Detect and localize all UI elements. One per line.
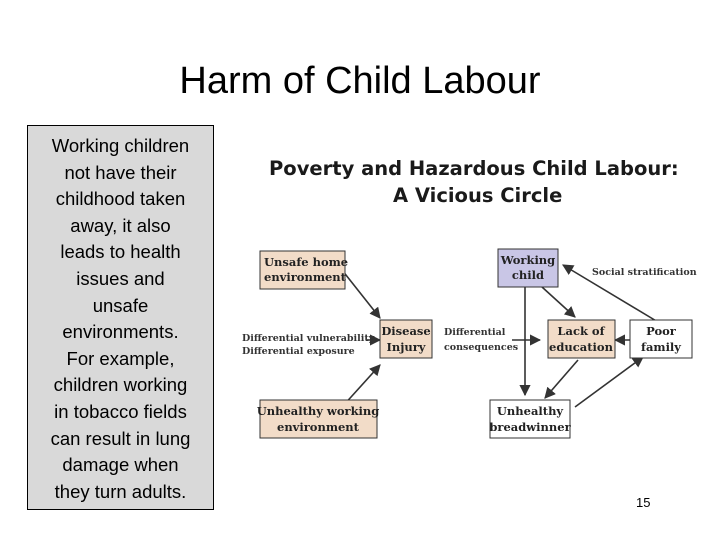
- body-line: children working: [53, 374, 188, 396]
- node-unsafe-home-line-2: environment: [264, 270, 346, 284]
- label-differential-vulnerability: Differential vulnerability: [242, 333, 375, 344]
- arrow-child-to-education: [542, 287, 575, 317]
- node-disease-injury-line-2: Injury: [386, 340, 426, 354]
- arrow-breadwinner-to-poor: [575, 357, 643, 407]
- diagram-title-line-2: A Vicious Circle: [393, 184, 563, 207]
- body-line: damage when: [62, 454, 179, 476]
- arrow-education-to-breadwinner: [545, 360, 578, 398]
- body-line: away, it also: [70, 214, 171, 236]
- vicious-circle-diagram: [230, 145, 700, 450]
- node-poor-family-line-2: family: [641, 340, 681, 354]
- body-line: unsafe: [92, 294, 149, 316]
- page-number: 15: [636, 495, 651, 510]
- arrow-home-to-disease: [342, 270, 380, 318]
- node-lack-education-line-2: education: [549, 340, 613, 354]
- body-line: issues and: [76, 267, 165, 289]
- body-line: For example,: [66, 347, 175, 369]
- body-line: they turn adults.: [54, 480, 187, 502]
- node-unsafe-home-line-1: Unsafe home: [264, 255, 349, 269]
- node-unhealthy-breadwinner-line-1: Unhealthy: [496, 404, 564, 418]
- body-line: not have their: [64, 161, 177, 183]
- node-disease-injury-line-1: Disease: [381, 324, 431, 338]
- node-lack-education-line-1: Lack of: [557, 324, 605, 338]
- node-unhealthy-work-line-1: Unhealthy working: [256, 404, 380, 418]
- node-working-child-line-1: Working: [500, 253, 556, 267]
- node-unhealthy-breadwinner-line-2: breadwinner: [489, 420, 571, 434]
- label-differential-exposure: Differential exposure: [242, 346, 355, 357]
- body-line: Working children: [51, 135, 190, 156]
- slide-title: Harm of Child Labour: [179, 60, 541, 102]
- body-line: leads to health: [60, 241, 181, 263]
- label-social-stratification: Social stratification: [592, 267, 697, 278]
- body-line: in tobacco fields: [54, 400, 187, 422]
- body-line: childhood taken: [55, 188, 186, 210]
- node-unhealthy-work-line-2: environment: [277, 420, 359, 434]
- body-line: environments.: [62, 321, 179, 343]
- body-line: can result in lung: [50, 427, 191, 449]
- label-differential-consequences-line-1: Differential: [444, 327, 506, 338]
- label-differential-consequences-line-2: consequences: [444, 342, 519, 353]
- diagram-title-line-1: Poverty and Hazardous Child Labour:: [269, 157, 679, 180]
- body-text-box: [27, 125, 214, 510]
- node-working-child-line-2: child: [511, 268, 545, 282]
- node-poor-family-line-1: Poor: [646, 324, 676, 338]
